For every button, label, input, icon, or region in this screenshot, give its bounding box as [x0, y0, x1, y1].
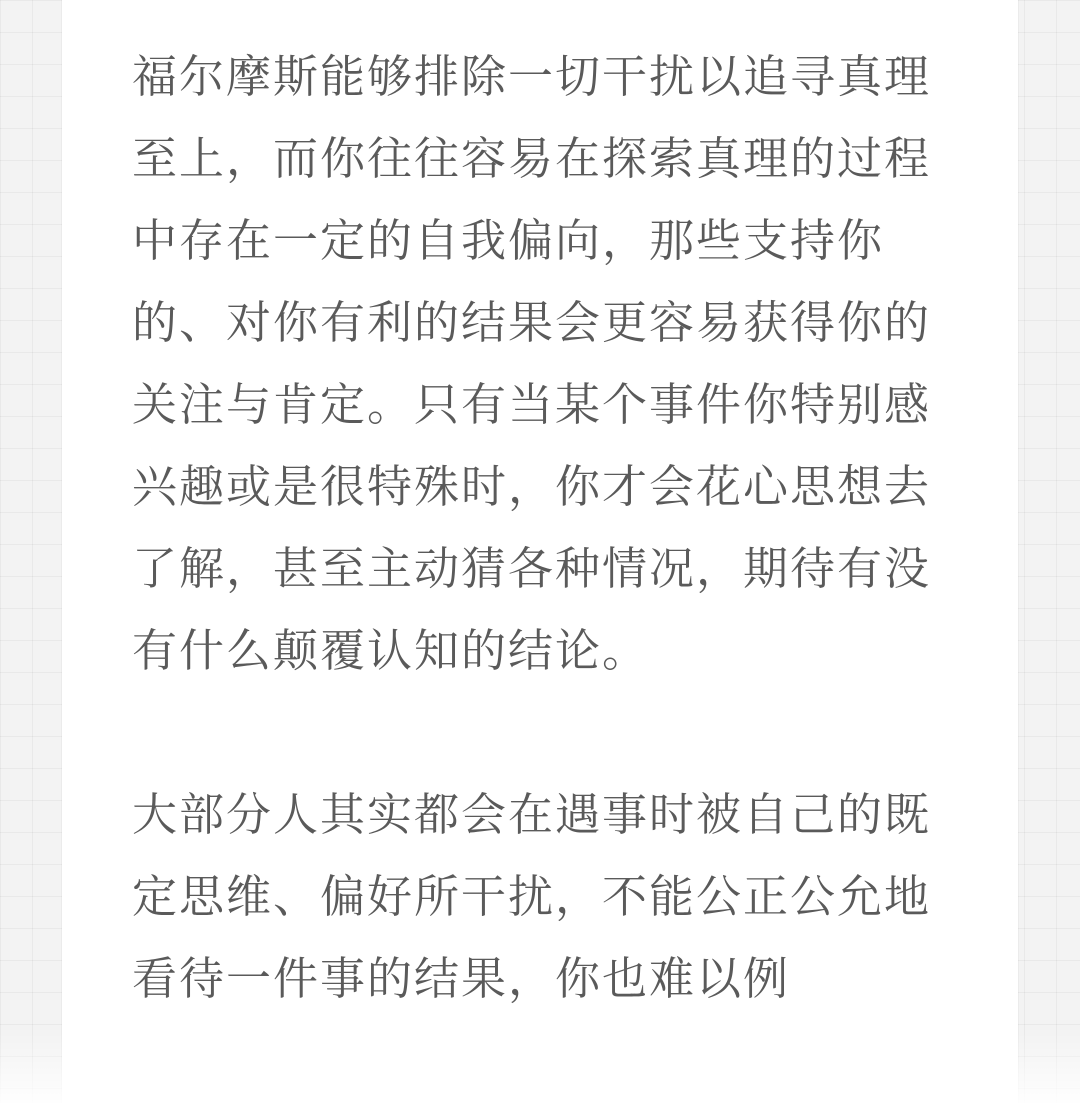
paragraph-1: 福尔摩斯能够排除一切干扰以追寻真理至上，而你往往容易在探索真理的过程中存在一定的自我偏向，那些支持你的、对你有利的结果会更容易获得你的关注与肯定。只有当某个事件你特别感兴趣或是很特殊时，你才会花心思想去了解，甚至主动猜各种情况，期待有没有什么颠覆认知的结论。 — [132, 50, 932, 677]
paragraph-2: 大部分人其实都会在遇事时被自己的既定思维、偏好所干扰，不能公正公允地看待一件事的结果，你也难以例 — [132, 788, 932, 1005]
article-body — [132, 36, 952, 1020]
